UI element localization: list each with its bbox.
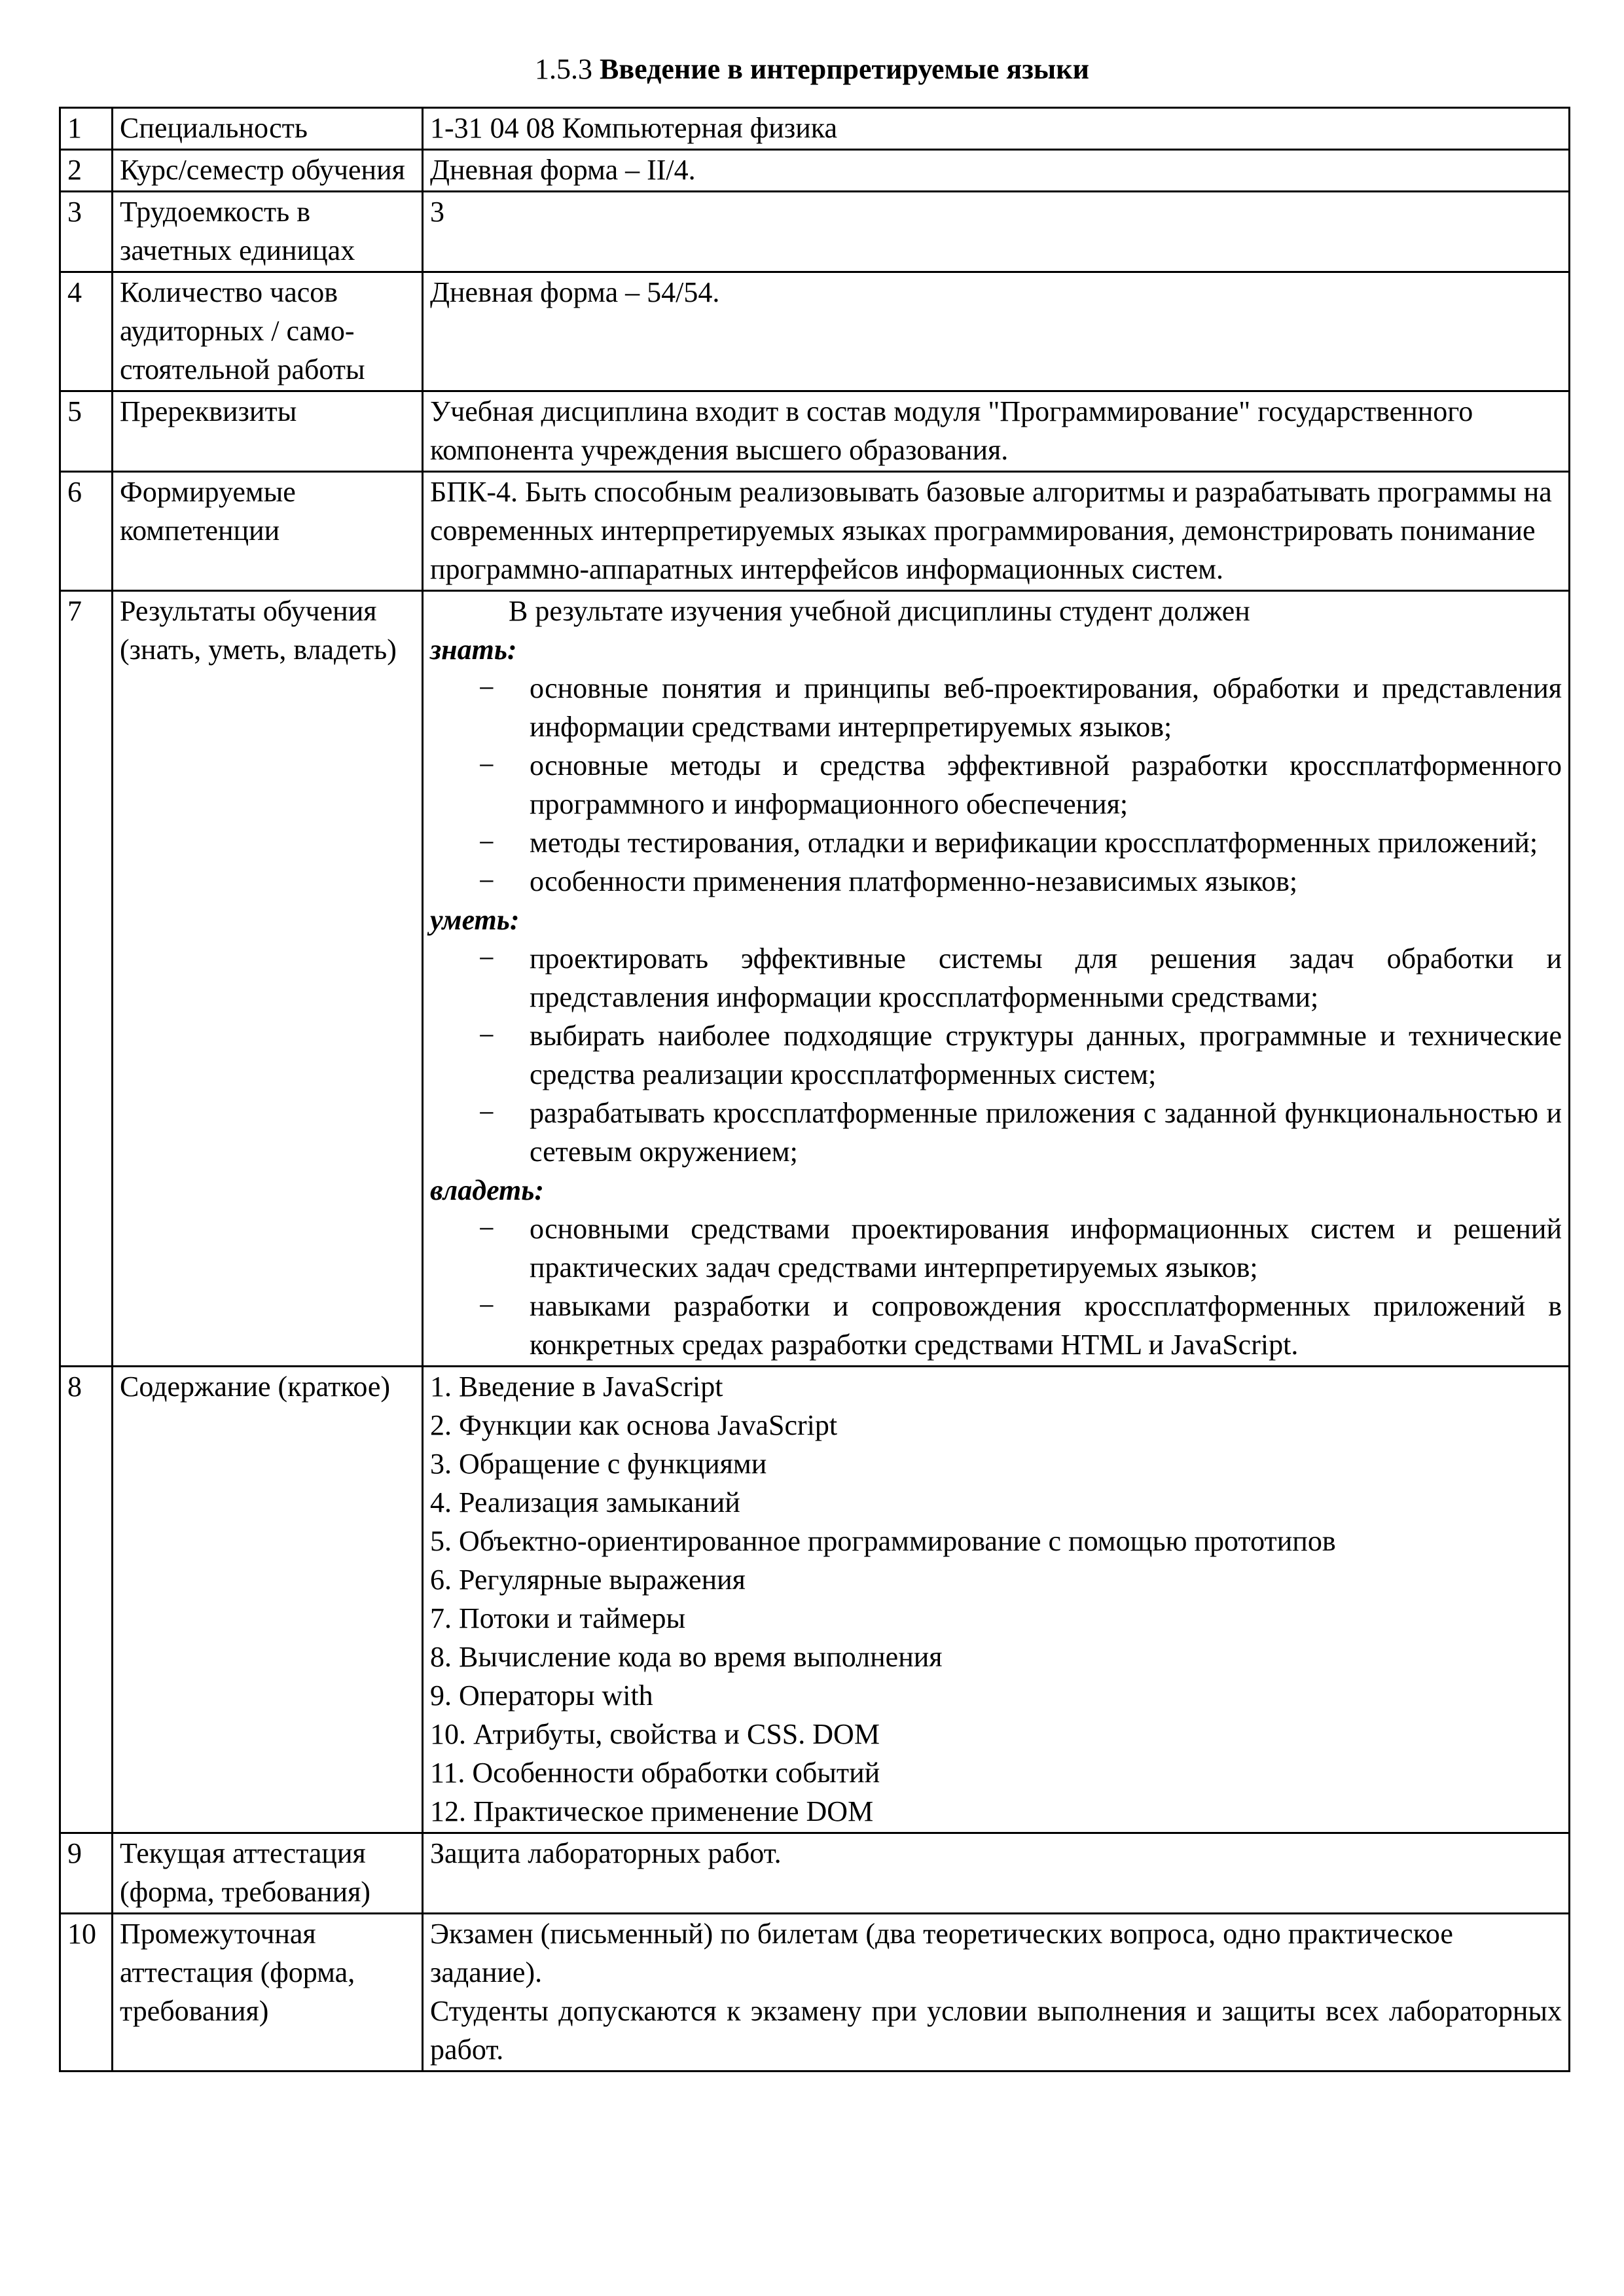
row-label: Пререквизиты (113, 391, 423, 472)
list-item: − выбирать наиболее подходящие структуры данных, программные и технические средства реализации кроссплатформенных систем; (430, 1016, 1562, 1094)
table-row (60, 192, 1570, 272)
know-list (430, 669, 1562, 901)
know-heading: знать: (430, 634, 517, 666)
row-number: 2 (60, 150, 113, 192)
row-label: Содержание (краткое) (113, 1367, 423, 1833)
table-row (60, 1833, 1570, 1914)
list-item: 12. Практическое применение DOM (430, 1795, 874, 1827)
list-item: 9. Операторы with (430, 1679, 653, 1712)
row-value: 3 (423, 192, 1570, 272)
table-row (60, 1914, 1570, 2072)
row-number: 7 (60, 591, 113, 1367)
table-row (60, 591, 1570, 1367)
list-item: 4. Реализация замыканий (430, 1486, 740, 1518)
own-list (430, 1210, 1562, 1364)
row-label: Курс/семестр обучения (113, 150, 423, 192)
section-title: Введение в интерпретируемые языки (600, 53, 1089, 85)
row-number: 9 (60, 1833, 113, 1914)
can-list (430, 939, 1562, 1171)
list-item: − проектировать эффективные системы для решения задач обработки и представления информации кроссплатформенными средствами; (430, 939, 1562, 1016)
list-item: 8. Вычисление кода во время выполнения (430, 1641, 943, 1673)
table-row (60, 472, 1570, 591)
row-number: 8 (60, 1367, 113, 1833)
list-item: 1. Введение в JavaScript (430, 1371, 723, 1403)
list-item: 10. Атрибуты, свойства и CSS. DOM (430, 1718, 880, 1750)
list-item: − методы тестирования, отладки и верификации кроссплатформенных приложений; (430, 823, 1562, 862)
exam-description: Экзамен (письменный) по билетам (два теоретических вопроса, одно практическое задание). (430, 1918, 1453, 1988)
list-item: − основные методы и средства эффективной разработки кроссплатформенного программного и информационного обеспечения; (430, 746, 1562, 823)
row-value: Дневная форма – II/4. (423, 150, 1570, 192)
list-item: 7. Потоки и таймеры (430, 1602, 686, 1634)
can-heading: уметь: (430, 904, 520, 936)
exam-admission: Студенты допускаются к экзамену при условии выполнения и защиты всех лабораторных работ. (430, 1995, 1562, 2066)
page-title (0, 51, 1624, 88)
row-label: Количество часов аудиторных / само-стоятельной работы (113, 272, 423, 391)
row-value (423, 1914, 1570, 2072)
row-label: Результаты обучения (знать, уметь, владеть) (113, 591, 423, 1367)
row-label: Промежуточная аттестация (форма, требования) (113, 1914, 423, 2072)
list-item: 11. Особенности обработки событий (430, 1757, 880, 1789)
list-item: 6. Регулярные выражения (430, 1564, 746, 1596)
list-item: 5. Объектно-ориентированное программирование с помощью прототипов (430, 1525, 1336, 1557)
list-item: − основными средствами проектирования информационных систем и решений практических задач средствами интерпретируемых языков; (430, 1210, 1562, 1287)
row-number: 4 (60, 272, 113, 391)
row-value: Дневная форма – 54/54. (423, 272, 1570, 391)
table-row (60, 391, 1570, 472)
row-value: 1-31 04 08 Компьютерная физика (423, 108, 1570, 150)
row-number: 5 (60, 391, 113, 472)
row-label: Специальность (113, 108, 423, 150)
list-item: − навыками разработки и сопровождения кроссплатформенных приложений в конкретных средах разработки средствами HTML и JavaScript. (430, 1287, 1562, 1364)
row-number: 10 (60, 1914, 113, 2072)
list-item: 2. Функции как основа JavaScript (430, 1409, 838, 1441)
row-value: Учебная дисциплина входит в состав модуля "Программирование" государственного компонента учреждения высшего образования. (423, 391, 1570, 472)
specification-table (59, 107, 1570, 2072)
section-number: 1.5.3 (535, 53, 593, 85)
outcomes-intro: В результате изучения учебной дисциплины студент должен (509, 595, 1250, 627)
list-item: 3. Обращение с функциями (430, 1448, 767, 1480)
table-row (60, 272, 1570, 391)
table-row (60, 1367, 1570, 1833)
table-row (60, 150, 1570, 192)
list-item: − основные понятия и принципы веб-проектирования, обработки и представления информации средствами интерпретируемых языков; (430, 669, 1562, 746)
learning-outcomes (423, 591, 1570, 1367)
own-heading: владеть: (430, 1174, 545, 1206)
row-number: 3 (60, 192, 113, 272)
content-list (423, 1367, 1570, 1833)
row-label: Формируемые компетенции (113, 472, 423, 591)
row-label: Текущая аттестация (форма, требования) (113, 1833, 423, 1914)
row-number: 6 (60, 472, 113, 591)
row-number: 1 (60, 108, 113, 150)
list-item: − разрабатывать кроссплатформенные приложения с заданной функциональностью и сетевым окружением; (430, 1094, 1562, 1171)
row-label: Трудоемкость в зачетных единицах (113, 192, 423, 272)
row-value: БПК-4. Быть способным реализовывать базовые алгоритмы и разрабатывать программы на современных интерпретируемых языках программирования, демонстрировать понимание программно-аппаратных интерфейсов информационных систем. (423, 472, 1570, 591)
table-row (60, 108, 1570, 150)
list-item: − особенности применения платформенно-независимых языков; (430, 862, 1562, 901)
row-value: Защита лабораторных работ. (423, 1833, 1570, 1914)
